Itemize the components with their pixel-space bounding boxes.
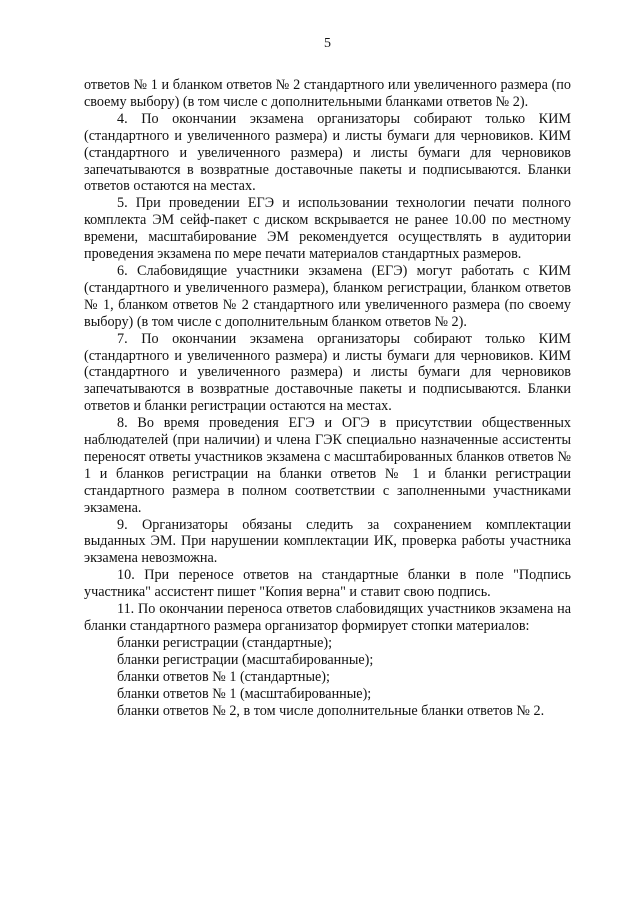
paragraph-item-11: 11. По окончании переноса ответов слабовидящих участников экзамена на бланки стандартного размера организатор формирует стопки материалов: xyxy=(84,601,571,634)
paragraph-item-8: 8. Во время проведения ЕГЭ и ОГЭ в присутствии общественных наблюдателей (при наличии) и члена ГЭК специально назначенные ассистенты переносят ответы участников экзамена с масштабированных бланков ответов № 1 и бланков регистрации на бланки ответов № 1 и бланки регистрации стандартного размера в полном соответствии с заполненными участниками экзамена. xyxy=(84,415,571,516)
paragraph-item-7: 7. По окончании экзамена организаторы собирают только КИМ (стандартного и увеличенного размера) и листы бумаги для черновиков. КИМ (стандартного и увеличенного размера) и листы бумаги для черновиков запечатываются в возвратные доставочные пакеты и подписываются. Бланки ответов и бланки регистрации остаются на местах. xyxy=(84,330,571,415)
list-item: бланки ответов № 1 (стандартные); xyxy=(117,668,330,685)
document-page xyxy=(84,36,571,719)
paragraph-item-4: 4. По окончании экзамена организаторы собирают только КИМ (стандартного и увеличенного размера) и листы бумаги для черновиков. КИМ (стандартного и увеличенного размера) и листы бумаги для черновиков запечатываются в возвратные доставочные пакеты и подписываются. Бланки ответов остаются на местах. xyxy=(84,110,571,195)
paragraph-item-10: 10. При переносе ответов на стандартные бланки в поле "Подпись участника" ассистент пишет "Копия верна" и ставит свою подпись. xyxy=(84,567,571,601)
list-item: бланки регистрации (стандартные); xyxy=(117,634,333,651)
materials-list xyxy=(84,635,571,720)
paragraph-continuation: ответов № 1 и бланком ответов № 2 стандартного или увеличенного размера (по своему выбору) (в том числе с дополнительными бланками ответов № 2). xyxy=(84,77,571,110)
list-item: бланки ответов № 2, в том числе дополнительные бланки ответов № 2. xyxy=(117,702,545,719)
paragraph-item-9: 9. Организаторы обязаны следить за сохранением комплектации выданных ЭМ. При нарушении комплектации ИК, проверка работы участника экзамена невозможна. xyxy=(84,516,571,567)
paragraph-item-5: 5. При проведении ЕГЭ и использовании технологии печати полного комплекта ЭМ сейф-пакет с диском вскрывается не ранее 10.00 по местному времени, масштабирование ЭМ рекомендуется осуществлять в аудитории проведения экзамена по мере печати материалов стандартных размеров. xyxy=(84,195,571,263)
list-item: бланки ответов № 1 (масштабированные); xyxy=(117,685,372,702)
page-number: 5 xyxy=(324,36,331,51)
list-item: бланки регистрации (масштабированные); xyxy=(117,651,374,668)
paragraph-item-6: 6. Слабовидящие участники экзамена (ЕГЭ) могут работать с КИМ (стандартного и увеличенного размера), бланком регистрации, бланком ответов № 1, бланком ответов № 2 стандартного или увеличенного размера (по своему выбору) (в том числе с дополнительным бланком ответов № 2). xyxy=(84,262,571,330)
